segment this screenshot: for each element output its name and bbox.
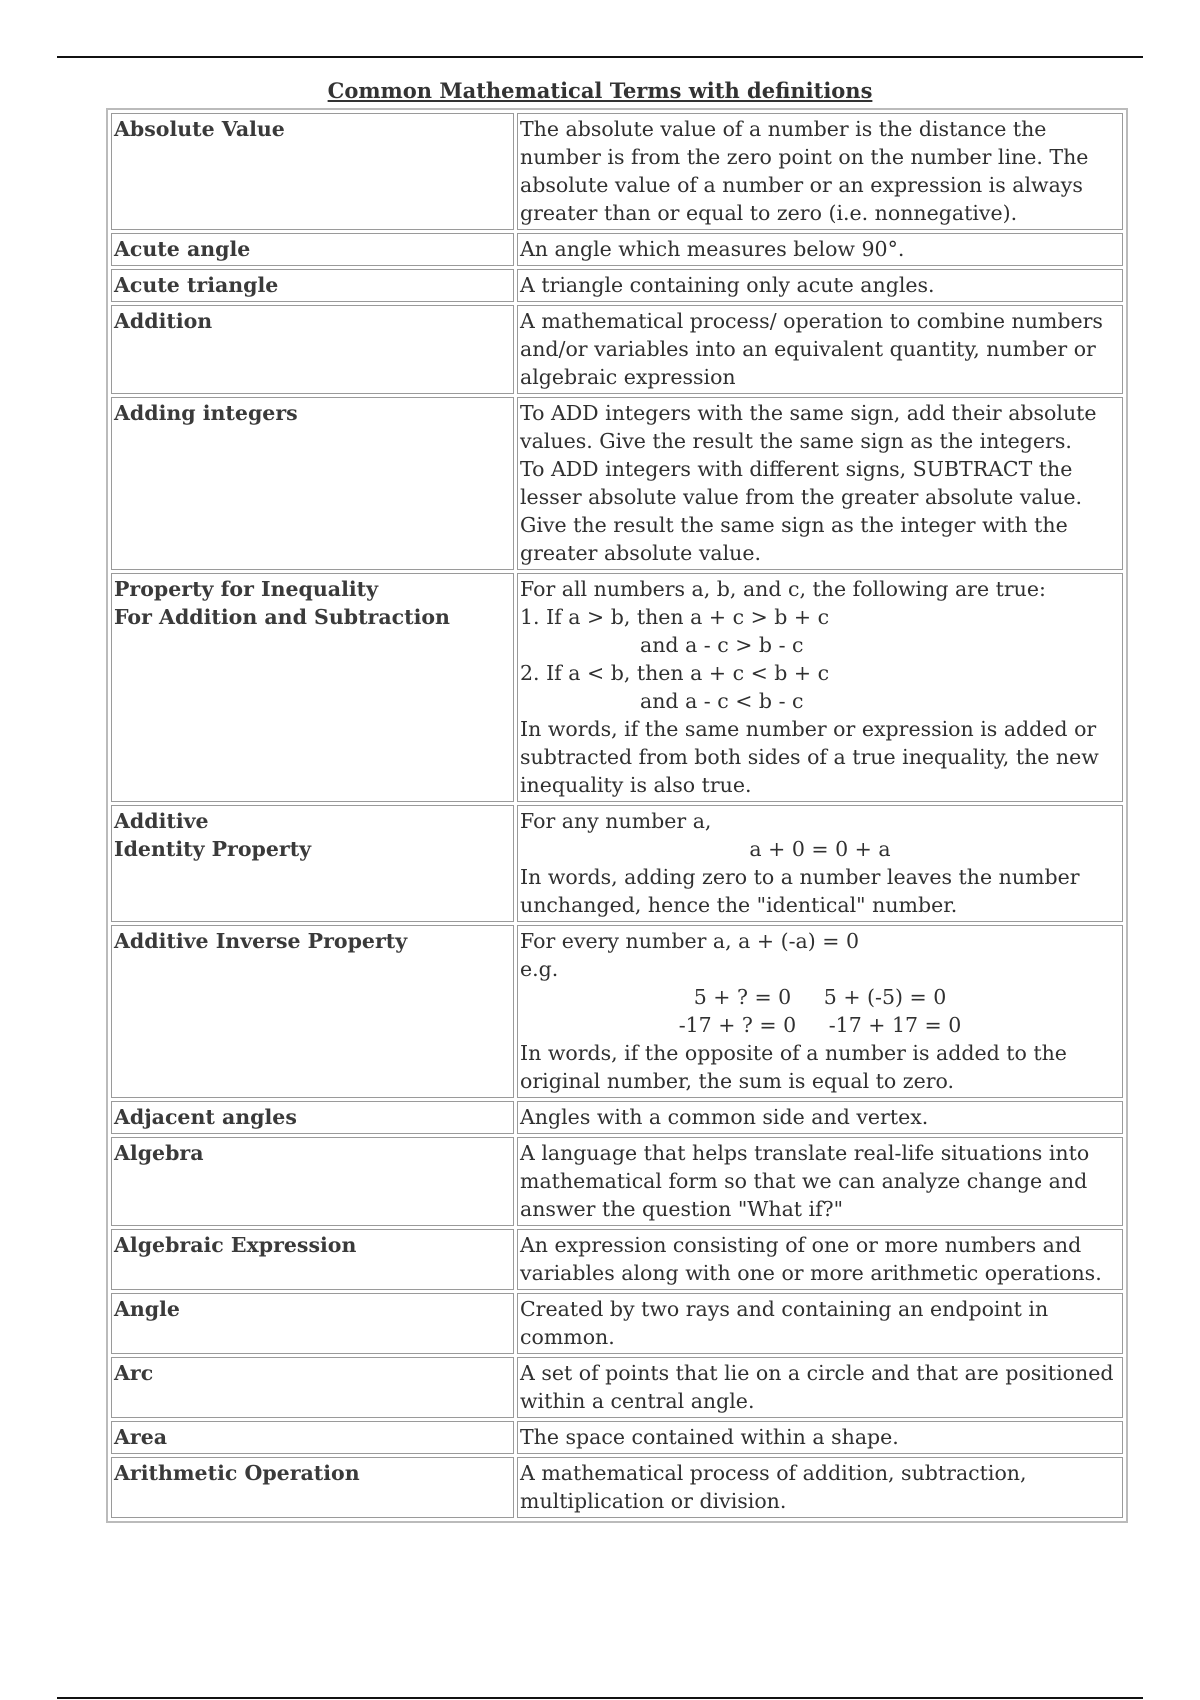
term-cell	[111, 805, 514, 922]
definition-cell: A triangle containing only acute angles.	[517, 269, 1123, 302]
definition-cell: A set of points that lie on a circle and that are positioned within a central angle.	[517, 1357, 1123, 1418]
definition-cell: Created by two rays and containing an endpoint in common.	[517, 1293, 1123, 1354]
table-row	[111, 1229, 1123, 1290]
definition-line: In words, if the same number or expression is added or subtracted from both sides of a true inequality, the new inequality is also true.	[520, 717, 1099, 797]
definition-cell	[517, 805, 1123, 922]
definition-line: To ADD integers with the same sign, add their absolute values. Give the result the same sign as the integers.	[520, 401, 1097, 453]
equation-line: a + 0 = 0 + a	[749, 837, 891, 861]
term-cell: Area	[111, 1421, 514, 1454]
equation-line: -17 + ? = 0 -17 + 17 = 0	[678, 1013, 962, 1037]
table-row	[111, 397, 1123, 570]
term-line: Property for Inequality	[114, 577, 379, 601]
term-cell: Acute triangle	[111, 269, 514, 302]
term-cell: Adding integers	[111, 397, 514, 570]
term-cell: Addition	[111, 305, 514, 394]
definition-line: and a - c > b - c	[640, 633, 804, 657]
definition-line: For any number a,	[520, 809, 712, 833]
table-row	[111, 573, 1123, 802]
definition-line: For all numbers a, b, and c, the following are true:	[520, 577, 1046, 601]
definition-cell: The space contained within a shape.	[517, 1421, 1123, 1454]
equation-line: 5 + ? = 0 5 + (-5) = 0	[693, 985, 947, 1009]
definition-cell: A mathematical process/ operation to combine numbers and/or variables into an equivalent quantity, number or algebraic expression	[517, 305, 1123, 394]
term-cell: Absolute Value	[111, 113, 514, 230]
definition-line: 1. If a > b, then a + c > b + c	[520, 605, 830, 629]
definition-line: and a - c < b - c	[640, 689, 804, 713]
definition-line: In words, if the opposite of a number is added to the original number, the sum is equal to zero.	[520, 1041, 1067, 1093]
bottom-rule	[57, 1697, 1143, 1699]
definition-cell	[517, 573, 1123, 802]
term-line: Additive	[114, 809, 209, 833]
term-cell: Additive Inverse Property	[111, 925, 514, 1098]
table-row	[111, 925, 1123, 1098]
table-row	[111, 1457, 1123, 1518]
terms-table	[106, 108, 1128, 1523]
definition-cell: An angle which measures below 90°.	[517, 233, 1123, 266]
definition-line: 2. If a < b, then a + c < b + c	[520, 661, 830, 685]
table-row	[111, 1421, 1123, 1454]
table-row	[111, 1357, 1123, 1418]
table-row	[111, 113, 1123, 230]
table-row	[111, 1137, 1123, 1226]
definition-line: e.g.	[520, 957, 559, 981]
term-cell: Angle	[111, 1293, 514, 1354]
term-cell: Acute angle	[111, 233, 514, 266]
page-title: Common Mathematical Terms with definitions	[327, 78, 873, 103]
table-row	[111, 1101, 1123, 1134]
term-line: Identity Property	[114, 837, 312, 861]
definition-cell	[517, 397, 1123, 570]
definition-line: In words, adding zero to a number leaves the number unchanged, hence the "identical" number.	[520, 865, 1080, 917]
term-cell: Algebra	[111, 1137, 514, 1226]
definition-line: For every number a, a + (-a) = 0	[520, 929, 860, 953]
term-cell: Arc	[111, 1357, 514, 1418]
definition-cell: An expression consisting of one or more numbers and variables along with one or more arithmetic operations.	[517, 1229, 1123, 1290]
term-cell	[111, 573, 514, 802]
definition-cell: Angles with a common side and vertex.	[517, 1101, 1123, 1134]
definition-cell: A mathematical process of addition, subtraction, multiplication or division.	[517, 1457, 1123, 1518]
table-row	[111, 269, 1123, 302]
definition-cell: A language that helps translate real-life situations into mathematical form so that we can analyze change and answer the question "What if?"	[517, 1137, 1123, 1226]
table-row	[111, 305, 1123, 394]
term-cell: Arithmetic Operation	[111, 1457, 514, 1518]
top-rule	[57, 56, 1143, 58]
definition-line: To ADD integers with different signs, SUBTRACT the lesser absolute value from the greater absolute value. Give the result the same sign as the integer with the greater absolute value.	[520, 457, 1083, 565]
definition-cell: The absolute value of a number is the distance the number is from the zero point on the number line. The absolute value of a number or an expression is always greater than or equal to zero (i.e. nonnegative).	[517, 113, 1123, 230]
definition-cell	[517, 925, 1123, 1098]
term-cell: Algebraic Expression	[111, 1229, 514, 1290]
table-row	[111, 1293, 1123, 1354]
term-cell: Adjacent angles	[111, 1101, 514, 1134]
table-row	[111, 805, 1123, 922]
table-row	[111, 233, 1123, 266]
term-line: For Addition and Subtraction	[114, 605, 450, 629]
